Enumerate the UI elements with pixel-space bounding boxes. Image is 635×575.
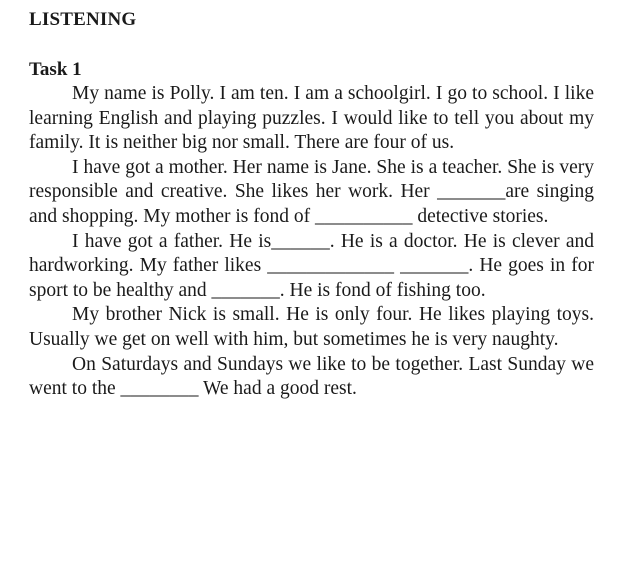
section-heading: LISTENING [29,9,137,30]
paragraph-mother: I have got a mother. Her name is Jane. She is a teacher. She is very responsible and creative. She likes her work. Her _______are singing and shopping. My mother is fond of __________ detective stories. [29,156,594,227]
paragraph-brother: My brother Nick is small. He is only four. He likes playing toys. Usually we get on well with him, but sometimes he is very naughty. [29,304,594,350]
paragraph-intro: My name is Polly. I am ten. I am a schoolgirl. I go to school. I like learning English and playing puzzles. I would like to tell you about my family. It is neither big nor small. There are four of us. [29,83,594,154]
paragraph-father: I have got a father. He is______. He is a doctor. He is clever and hardworking. My father likes _____________ _______. He goes in for sport to be healthy and _______. He is fond of fishing too. [29,230,594,301]
task-title: Task 1 [29,59,82,80]
task-text [29,82,595,402]
paragraph-weekend: On Saturdays and Sundays we like to be together. Last Sunday we went to the ________ We had a good rest. [29,353,594,400]
